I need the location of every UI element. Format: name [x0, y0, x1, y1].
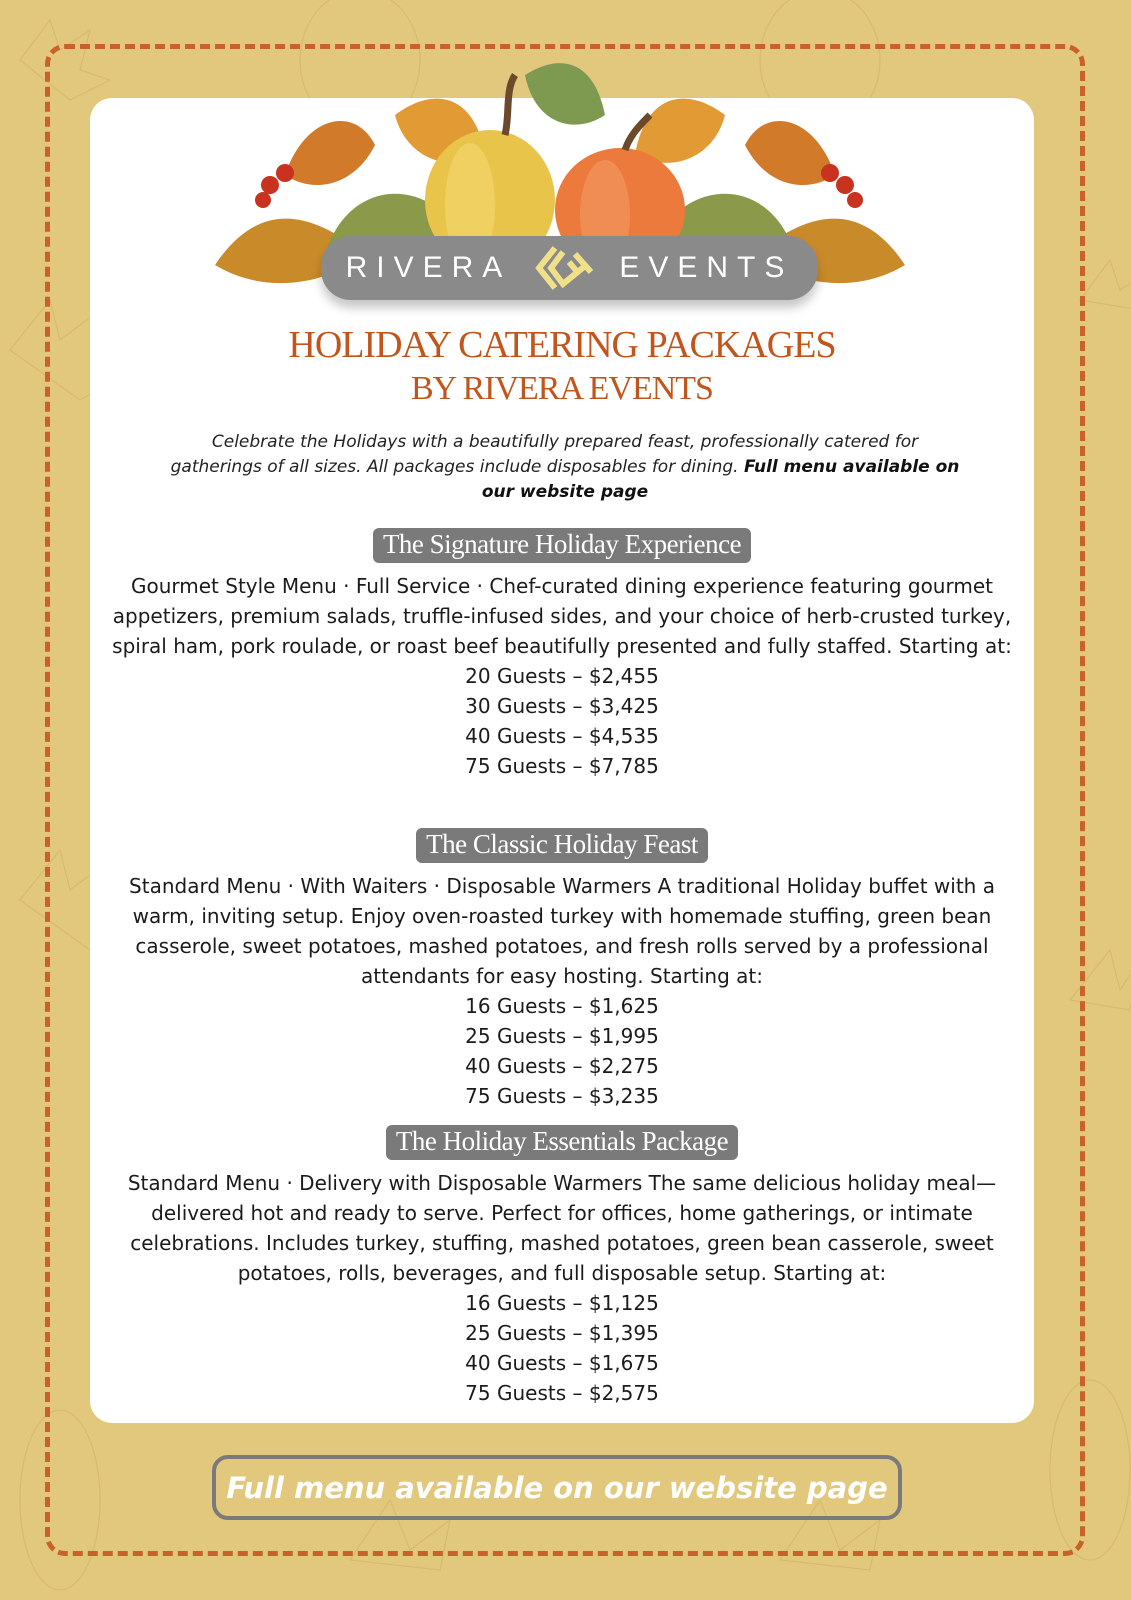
package-title: The Holiday Essentials Package — [386, 1125, 738, 1160]
price-row: 16 Guests – $1,625 — [465, 994, 659, 1018]
page-title: HOLIDAY CATERING PACKAGES — [288, 324, 836, 366]
price-row: 75 Guests – $2,575 — [465, 1381, 659, 1405]
brand-name-right: EVENTS — [619, 251, 794, 284]
intro-text: Celebrate the Holidays with a beautifully prepared feast, professionally catered for gatherings of all sizes. All packages include disposables for dining. — [170, 432, 919, 477]
price-row: 75 Guests – $7,785 — [465, 754, 659, 778]
brand-name-left: RIVERA — [345, 251, 512, 284]
re-monogram-icon — [533, 244, 597, 292]
price-row: 20 Guests – $2,455 — [465, 664, 659, 688]
package-classic — [90, 828, 1034, 1111]
package-description: Standard Menu · With Waiters · Disposable Warmers A traditional Holiday buffet with a warm, inviting setup. Enjoy oven-roasted turkey with homemade stuffing, green bean casserole, sweet potatoes, mashed potatoes, and fresh rolls served by a professional attendants for easy hosting. Starting at: — [129, 874, 995, 988]
package-title: The Signature Holiday Experience — [373, 528, 751, 563]
intro-paragraph — [170, 430, 960, 505]
package-description: Gourmet Style Menu · Full Service · Chef-curated dining experience featuring gourmet appetizers, premium salads, truffle-infused sides, and your choice of herb-crusted turkey, spiral ham, pork roulade, or roast beef beautifully presented and fully staffed. Starting at: — [112, 574, 1012, 658]
full-menu-cta-label: Full menu available on our website page — [226, 1470, 888, 1505]
package-title: The Classic Holiday Feast — [416, 828, 708, 863]
price-row: 16 Guests – $1,125 — [465, 1291, 659, 1315]
price-row: 30 Guests – $3,425 — [465, 694, 659, 718]
price-row: 40 Guests – $1,675 — [465, 1351, 659, 1375]
page-subtitle: BY RIVERA EVENTS — [411, 370, 713, 407]
package-signature — [90, 528, 1034, 781]
package-description: Standard Menu · Delivery with Disposable Warmers The same delicious holiday meal—delivered hot and ready to serve. Perfect for offices, home gatherings, or intimate celebrations. Includes turkey, stuffing, mashed potatoes, green bean casserole, sweet potatoes, rolls, beverages, and full disposable setup. Starting at: — [127, 1171, 997, 1285]
price-row: 25 Guests – $1,995 — [465, 1024, 659, 1048]
package-essentials — [90, 1125, 1034, 1408]
intro-bold-note: Full menu available on our website page — [481, 457, 960, 502]
price-row: 25 Guests – $1,395 — [465, 1321, 659, 1345]
price-row: 40 Guests – $4,535 — [465, 724, 659, 748]
price-row: 40 Guests – $2,275 — [465, 1054, 659, 1078]
full-menu-cta[interactable] — [212, 1455, 902, 1520]
brand-logo-banner — [321, 236, 818, 300]
price-row: 75 Guests – $3,235 — [465, 1084, 659, 1108]
